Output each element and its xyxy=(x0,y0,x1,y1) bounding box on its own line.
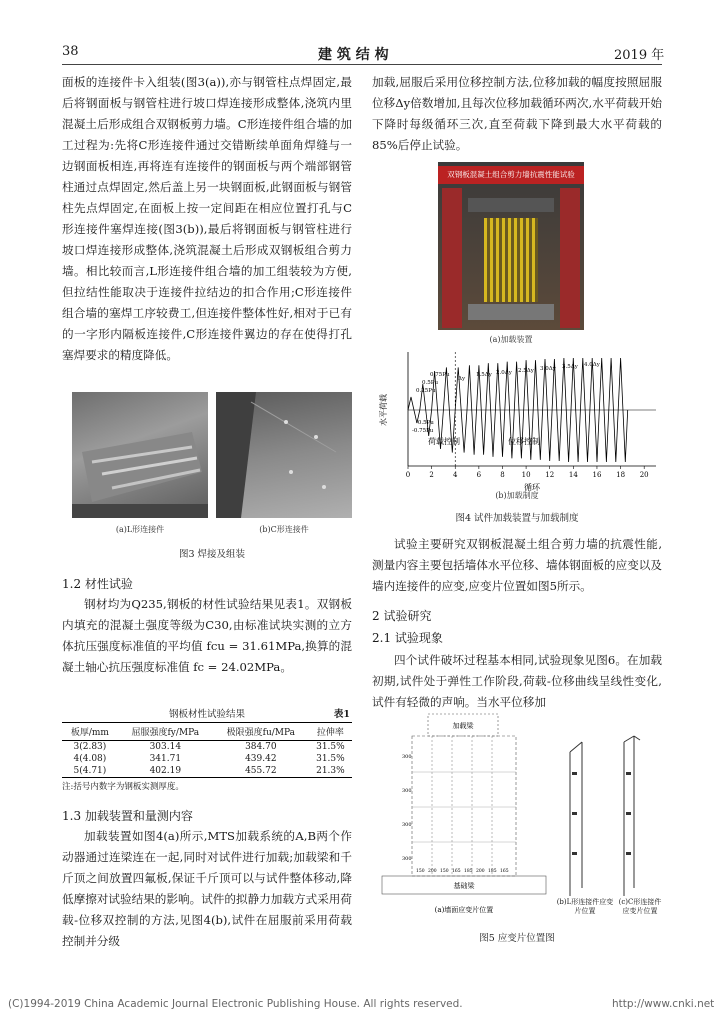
disp-label: 2.0Δy xyxy=(496,370,512,376)
x-tick-label: 18 xyxy=(616,471,626,479)
table-1 xyxy=(62,706,352,792)
specimen-wall xyxy=(484,218,538,302)
figure-3 xyxy=(72,392,352,562)
table-cell: 5(4.71) xyxy=(62,765,118,778)
x-tick-label: 20 xyxy=(639,471,649,479)
reaction-column-right xyxy=(560,188,580,328)
load-label-neg: -0.5Pu xyxy=(416,420,434,426)
disp-label: 3.5Δy xyxy=(562,364,578,370)
section-2-1-title: 2.1 试验现象 xyxy=(372,631,443,645)
table-cell: 3(2.83) xyxy=(73,742,107,752)
disp-label: 3.0Δy xyxy=(540,366,556,372)
disp-label: 2.5Δy xyxy=(518,368,534,374)
x-ticks xyxy=(406,466,649,479)
journal-year: 2019 年 xyxy=(614,48,665,63)
section-1-3-title: 1.3 加载装置和量测内容 xyxy=(62,809,193,823)
base-beam-label: 基础梁 xyxy=(453,882,475,890)
section-1-3-paragraph: 加载装置如图4(a)所示,MTS加载系统的A,B两个作动器通过连梁连在一起,同时对试件进行加载;加载梁和千斤顶之间放置四氟板,保证千斤顶可以与试件整体移动,降低摩擦对试验结果的影响。试件的拟静力加载方式采用荷载-位移双控制的方法,见图4(b),试件在屈服前采用荷载控制并分级 xyxy=(62,829,352,948)
table-row xyxy=(62,753,352,765)
x-tick-label: 8 xyxy=(500,471,505,479)
table-row xyxy=(62,765,352,778)
fig5-sub-a: (a)墙面应变片位置 xyxy=(434,906,494,914)
c-connector-diagram xyxy=(624,736,640,896)
table-header: 屈服强度fy/MPa xyxy=(118,723,213,741)
bottom-mark: 200 xyxy=(476,869,485,874)
weld-photo-b xyxy=(216,392,352,518)
left-paragraph-1: 面板的连接件卡入组装(图3(a)),亦与钢管柱点焊固定,最后将钢面板与钢管柱进行坡口焊连接形成整体,浇筑内里混凝土后形成组合双钢板剪力墙。C形连接件组合墙的加工过程为:先将C形连接件通过交错断续单面角焊缝与一边钢面板相连,再将连有连接件的钢面板与两个端部钢管柱通过点焊固定,然后盖上另一块钢面板,此钢面板与钢管柱先点焊固定,在面板上按一定间距在相应位置打孔与C形连接件塞焊连接(图3(b)),最后将钢面板与钢管柱进行坡口焊连接形成整体,浇筑混凝土后形成双钢板组合剪力墙。相比较而言,L形连接件组合墙的加工组装较为方便,但拉结性能取决于连接件拉结边的扣合作用;C形连接件组合墙的塞焊工序较费工,但连接件整体性好,相对于已有的一字形内隔板连接件,C形连接件翼边的存在使得打孔塞焊要求的精度降低。 xyxy=(62,75,352,362)
x-tick-label: 4 xyxy=(453,471,458,479)
table-cell: 402.19 xyxy=(118,765,213,778)
fig4-sub-b: (b)加载制度 xyxy=(495,491,539,500)
photo-l-connector xyxy=(72,392,208,518)
load-label: 0.75Pu xyxy=(430,372,450,378)
left-mark: 300 xyxy=(402,856,412,862)
table-cell: 21.3% xyxy=(309,765,352,778)
table-cell: 4(4.08) xyxy=(73,754,107,764)
fig3-sub-b: (b)C形连接件 xyxy=(259,525,309,534)
section-1-2-title: 1.2 材性试验 xyxy=(62,577,133,591)
x-tick-label: 0 xyxy=(405,471,411,479)
right-paragraph-2: 试验主要研究双钢板混凝土组合剪力墙的抗震性能,测量内容主要包括墙体水平位移、墙体钢面板的应变以及墙内连接件的应变,应变片位置如图5所示。 xyxy=(372,537,662,593)
bottom-mark: 185 xyxy=(488,869,497,874)
table-cell: 31.5% xyxy=(316,754,345,764)
load-label: 0.5Pu xyxy=(422,380,438,386)
left-mark: 300 xyxy=(402,822,412,828)
x-axis-label: 循环 xyxy=(524,483,540,492)
loading-photo xyxy=(438,162,584,330)
test-banner: 双钢板混凝土组合剪力墙抗震性能试验 xyxy=(438,166,584,184)
weld-photo-a xyxy=(72,392,208,518)
table-title: 钢板材性试验结果 xyxy=(168,709,245,720)
l-connector-diagram xyxy=(570,742,582,896)
x-tick-label: 12 xyxy=(545,471,555,479)
load-label: 0.25Pu xyxy=(416,388,436,394)
bottom-mark: 165 xyxy=(500,869,509,874)
table-cell: 31.5% xyxy=(316,742,345,752)
x-tick-label: 14 xyxy=(568,471,578,479)
right-paragraph-1: 加载,屈服后采用位移控制方法,位移加载的幅度按照屈服位移Δy倍数增加,且每次位移加载循环两次,水平荷载开始下降时每级循环三次,直至荷载下降到最大水平荷载的85%后停止试验。 xyxy=(372,75,662,152)
fig4-caption: 图4 试件加载装置与加载制度 xyxy=(455,513,579,524)
right-paragraph-3: 四个试件破坏过程基本相同,试验现象见图6。在加载初期,试件处于弹性工作阶段,荷载-位移曲线呈线性变化,试件有轻微的声响。当水平位移加 xyxy=(372,653,662,709)
fig4-sub-a: (a)加载装置 xyxy=(489,335,533,344)
bottom-mark: 150 xyxy=(440,869,449,874)
wall-strain-gauge-diagram xyxy=(382,714,546,894)
zone-disp-label: 位移控制 xyxy=(508,437,540,446)
disp-label: Δy xyxy=(458,376,466,382)
x-tick-label: 16 xyxy=(592,471,602,479)
load-label-neg: -0.75Pu xyxy=(412,428,434,434)
table-header: 板厚/mm xyxy=(62,723,118,741)
bottom-mark: 165 xyxy=(452,869,461,874)
top-beam-label: 加载梁 xyxy=(452,722,474,730)
section-1-2-paragraph: 钢材均为Q235,钢板的材性试验结果见表1。双钢板内填充的混凝土强度等级为C30,由标准试块实测的立方体抗压强度标准值的平均值 fcu = 31.61MPa,换算的混凝土轴心抗压强度标准值 fc = 24.02MPa。 xyxy=(62,597,352,674)
reaction-column-left xyxy=(442,188,462,328)
fig5-sub-b: (b)L形连接件应变片位置 xyxy=(556,898,614,915)
table-cell: 303.14 xyxy=(149,742,182,752)
table-label: 表1 xyxy=(333,709,350,720)
footer-url[interactable]: http://www.cnki.net xyxy=(612,998,715,1010)
fig5-sub-c: (c)C形连接件应变片位置 xyxy=(618,898,662,915)
table-note: 注:括号内数字为钢板实测厚度。 xyxy=(62,782,184,792)
x-tick-label: 2 xyxy=(429,471,434,479)
table-cell: 439.42 xyxy=(245,754,277,764)
x-tick-label: 6 xyxy=(476,471,482,479)
figure-5 xyxy=(372,712,662,924)
x-tick-label: 10 xyxy=(521,471,531,479)
fig3-sub-a: (a)L形连接件 xyxy=(115,525,165,534)
page-number: 38 xyxy=(62,44,79,59)
fig5-caption: 图5 应变片位置图 xyxy=(479,933,555,944)
table-cell: 455.72 xyxy=(213,765,309,778)
loading-beam xyxy=(468,198,554,212)
photo-c-connector xyxy=(216,392,352,518)
zone-load-label: 荷载控制 xyxy=(428,437,460,446)
table-row xyxy=(62,741,352,754)
journal-title: 建 筑 结 构 xyxy=(318,47,389,63)
copyright-notice: (C)1994-2019 China Academic Journal Electronic Publishing House. All rights reserved. xyxy=(8,998,463,1010)
loading-protocol-chart xyxy=(372,344,662,504)
disp-label: 1.5Δy xyxy=(476,372,492,378)
header-rule xyxy=(62,64,662,65)
table-cell: 384.70 xyxy=(245,742,277,752)
table-cell: 341.71 xyxy=(149,754,182,764)
material-table xyxy=(62,722,352,778)
bottom-mark: 200 xyxy=(428,869,437,874)
y-axis-label: 水平荷载 xyxy=(379,394,388,426)
bottom-mark: 185 xyxy=(464,869,473,874)
foundation-beam xyxy=(468,304,554,320)
section-2-title: 2 试验研究 xyxy=(372,609,432,623)
left-mark: 300 xyxy=(402,788,412,794)
bottom-mark: 150 xyxy=(416,869,425,874)
table-header: 拉伸率 xyxy=(309,723,352,741)
left-mark: 300 xyxy=(402,754,412,760)
disp-label: 4.0Δy xyxy=(584,362,600,368)
table-header: 极限强度fu/MPa xyxy=(213,723,309,741)
fig3-caption: 图3 焊接及组装 xyxy=(178,549,246,560)
